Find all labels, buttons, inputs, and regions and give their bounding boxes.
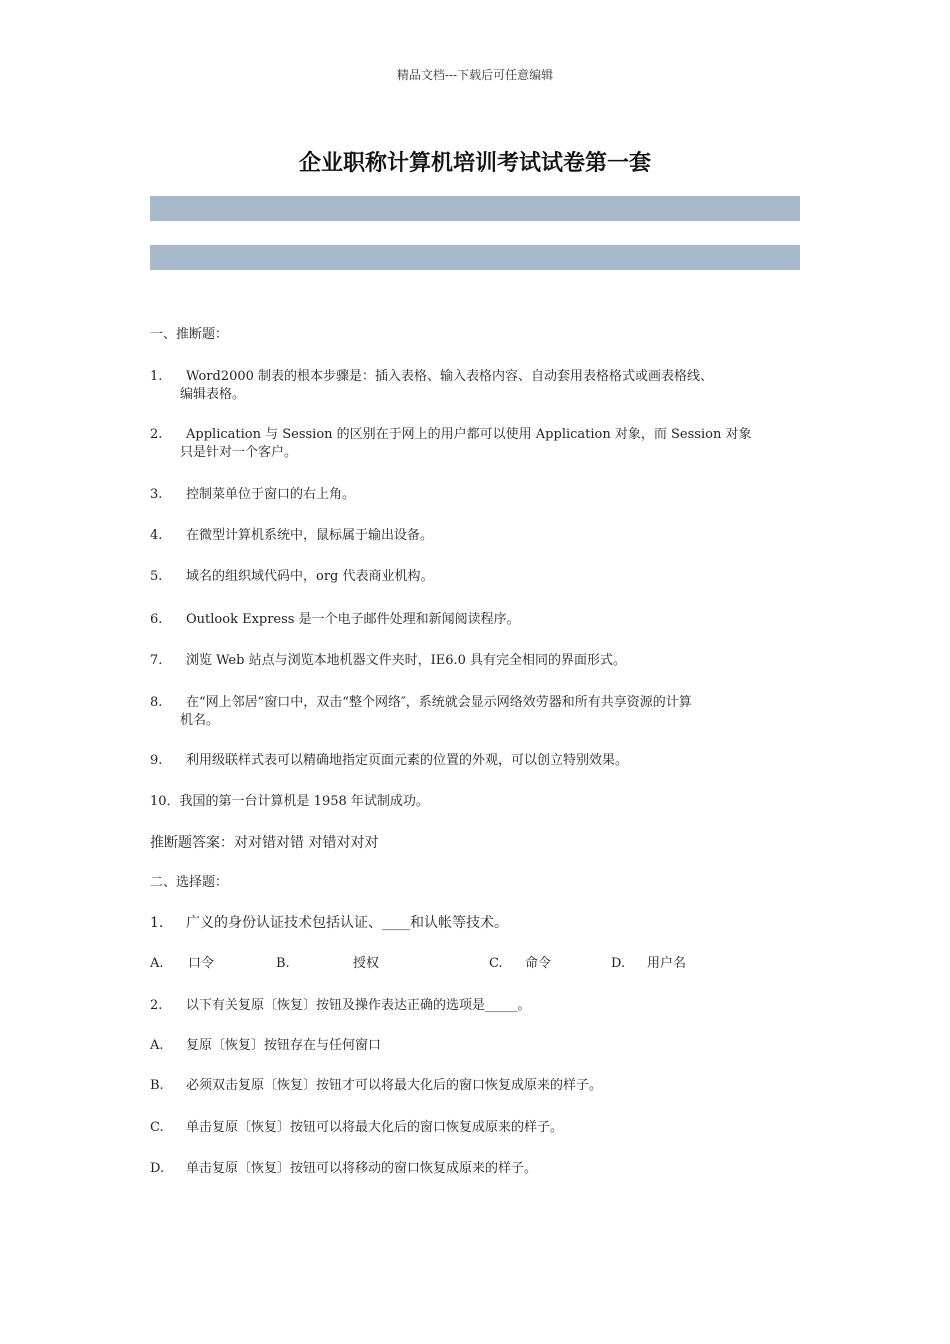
question-text: 以下有关复原〔恢复〕按钮及操作表达正确的选项是_____。 <box>186 998 531 1013</box>
section-heading-choice: 二、选择题： <box>150 875 229 890</box>
question-item <box>150 426 800 462</box>
option-label: B. <box>150 1078 164 1093</box>
question-item <box>150 611 800 629</box>
choice-question <box>150 997 800 1015</box>
option-label: C. <box>489 956 503 971</box>
question-number: 5. <box>150 569 163 584</box>
section-heading-judgment: 一、推断题： <box>150 327 229 342</box>
decorative-band <box>150 196 800 221</box>
question-text: Application 与 Session 的区别在于网上的用户都可以使用 Application 对象，而 Session 对象 <box>186 427 752 442</box>
question-item <box>150 652 800 670</box>
choice-option <box>150 1160 800 1178</box>
option-text: 单击复原〔恢复〕按钮可以将最大化后的窗口恢复成原来的样子。 <box>186 1120 564 1135</box>
question-text: 广义的身份认证技术包括认证、____和认帐等技术。 <box>186 915 508 931</box>
question-item <box>150 368 800 404</box>
question-number: 7. <box>150 653 163 668</box>
page-header-note: 精品文档---下载后可任意编辑 <box>396 68 554 82</box>
question-number: 1. <box>150 369 163 384</box>
option-label: D. <box>611 956 626 971</box>
judgment-answer-key: 推断题答案：对对错对错 对错对对对 <box>150 835 379 851</box>
question-text: Outlook Express 是一个电子邮件处理和新闻阅读程序。 <box>186 612 520 627</box>
choice-option <box>150 1037 800 1055</box>
question-text: 域名的组织域代码中，org 代表商业机构。 <box>186 569 434 584</box>
question-number: 3. <box>150 487 163 502</box>
question-text: Word2000 制表的根本步骤是：插入表格、输入表格内容、自动套用表格格式或画表格线、 <box>186 369 714 384</box>
question-number: 1. <box>150 915 164 931</box>
question-item <box>150 568 800 586</box>
question-text-continued: 编辑表格。 <box>180 387 246 402</box>
option-label: C. <box>150 1120 164 1135</box>
choice-option <box>150 1077 800 1095</box>
question-number: 6. <box>150 612 163 627</box>
option-text: 授权 <box>353 956 380 971</box>
question-item <box>150 527 800 545</box>
question-number: 2. <box>150 998 163 1013</box>
choice-question <box>150 914 800 932</box>
question-text-continued: 机名。 <box>180 713 220 728</box>
question-item <box>150 752 800 770</box>
option-label: A. <box>150 1038 164 1053</box>
option-text: 单击复原〔恢复〕按钮可以将移动的窗口恢复成原来的样子。 <box>186 1161 538 1176</box>
option-label: B. <box>276 956 290 971</box>
question-text: 在微型计算机系统中，鼠标属于输出设备。 <box>186 528 434 543</box>
question-number: 2. <box>150 427 163 442</box>
choice-options-row <box>150 955 800 973</box>
question-item-10: 10．我国的第一台计算机是 1958 年试制成功。 <box>150 794 429 809</box>
question-item <box>150 694 800 730</box>
option-text: 命令 <box>525 956 552 971</box>
option-label: A. <box>150 956 164 971</box>
question-text: 浏览 Web 站点与浏览本地机器文件夹时，IE6.0 具有完全相同的界面形式。 <box>186 653 627 668</box>
question-text-continued: 只是针对一个客户。 <box>180 445 298 460</box>
option-text: 复原〔恢复〕按钮存在与任何窗口 <box>186 1038 382 1053</box>
option-text: 口令 <box>188 956 215 971</box>
choice-option <box>150 1119 800 1137</box>
option-label: D. <box>150 1161 165 1176</box>
option-text: 必须双击复原〔恢复〕按钮才可以将最大化后的窗口恢复成原来的样子。 <box>186 1078 603 1093</box>
option-text: 用户名 <box>647 956 687 971</box>
decorative-band <box>150 245 800 270</box>
question-number: 8. <box>150 695 163 710</box>
question-text: 利用级联样式表可以精确地指定页面元素的位置的外观，可以创立特别效果。 <box>186 753 629 768</box>
question-text: 控制菜单位于窗口的右上角。 <box>186 487 356 502</box>
document-title: 企业职称计算机培训考试试卷第一套 <box>298 150 651 176</box>
question-number: 4. <box>150 528 163 543</box>
question-text: 在“网上邻居”窗口中，双击“整个网络″，系统就会显示网络效劳器和所有共享资源的计算 <box>186 695 692 710</box>
question-item <box>150 486 800 504</box>
question-number: 9. <box>150 753 163 768</box>
